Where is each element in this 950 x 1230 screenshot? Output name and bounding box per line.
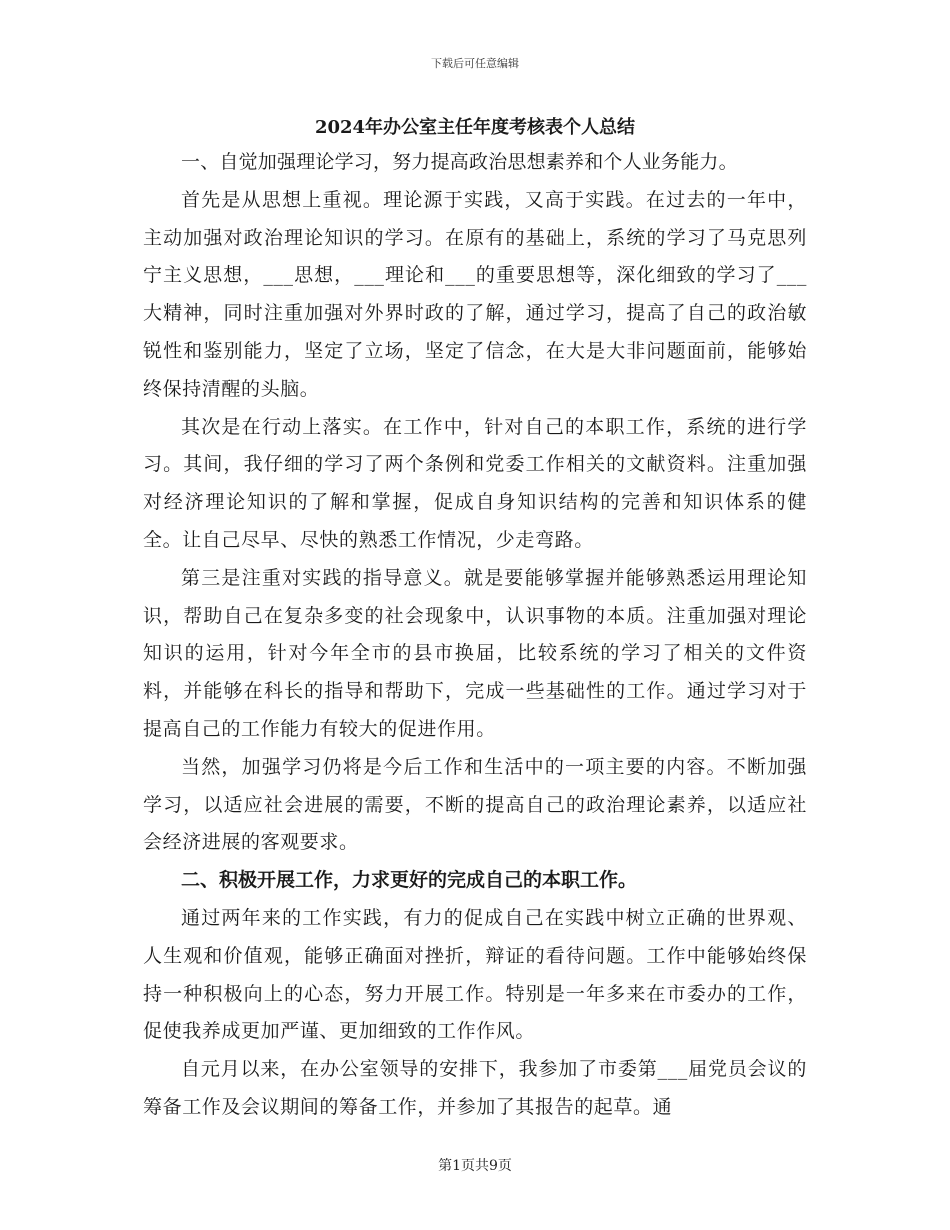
- paragraph: 其次是在行动上落实。在工作中，针对自己的本职工作，系统的进行学习。其间，我仔细的学习了两个条例和党委工作相关的文献资料。注重加强对经济理论知识的了解和掌握，促成自身知识结构的完善和知识体系的健全。让自己尽早、尽快的熟悉工作情况，少走弯路。: [143, 415, 807, 551]
- paragraph: 通过两年来的工作实践，有力的促成自己在实践中树立正确的世界观、人生观和价值观，能够正确面对挫折，辩证的看待问题。工作中能够始终保持一种积极向上的心态，努力开展工作。特别是一年多来在市委办的工作，促使我养成更加严谨、更加细致的工作作风。: [143, 906, 807, 1043]
- paragraph: 当然，加强学习仍将是今后工作和生活中的一项主要的内容。不断加强学习，以适应社会进展的需要，不断的提高自己的政治理论素养，以适应社会经济进展的客观要求。: [143, 755, 807, 854]
- section-1-heading: 一、自觉加强理论学习，努力提高政治思想素养和个人业务能力。: [181, 151, 738, 173]
- paragraph: 首先是从思想上重视。理论源于实践，又高于实践。在过去的一年中，主动加强对政治理论知识的学习。在原有的基础上，系统的学习了马克思列宁主义思想，___思想，___理论和___的重要思想等，深化细致的学习了___大精神，同时注重加强对外界时政的了解，通过学习，提高了自己的政治敏锐性和鉴别能力，坚定了立场，坚定了信念，在大是大非问题面前，能够始终保持清醒的头脑。: [143, 188, 807, 400]
- header-note: 下载后可任意编辑: [431, 57, 519, 70]
- paragraph: 自元月以来，在办公室领导的安排下，我参加了市委第___届党员会议的筹备工作及会议期间的筹备工作，并参加了其报告的起草。通: [143, 1058, 807, 1118]
- document-body: [143, 112, 807, 1127]
- section-2-heading: 二、积极开展工作，力求更好的完成自己的本职工作。: [181, 869, 638, 892]
- paragraph: 第三是注重对实践的指导意义。就是要能够掌握并能够熟悉运用理论知识，帮助自己在复杂多变的社会现象中，认识事物的本质。注重加强对理论知识的运用，针对今年全市的县市换届，比较系统的学习了相关的文件资料，并能够在科长的指导和帮助下，完成一些基础性的工作。通过学习对于提高自己的工作能力有较大的促进作用。: [143, 566, 807, 740]
- page-number-footer: 第1页共9页: [438, 1158, 512, 1174]
- document-title: 2024年办公室主任年度考核表个人总结: [314, 117, 636, 138]
